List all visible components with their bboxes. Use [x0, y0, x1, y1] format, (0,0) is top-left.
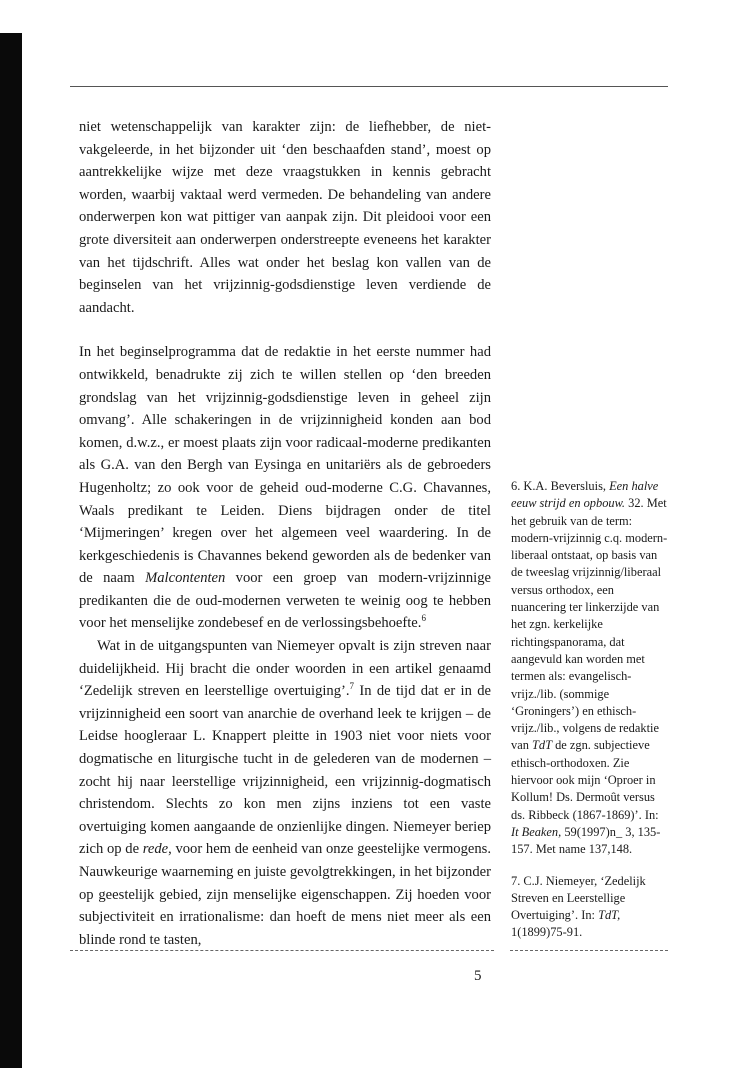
header-rule — [70, 86, 668, 87]
footer-rule-main — [70, 950, 494, 951]
paragraph-2: In het beginselprogramma dat de redaktie in het eerste nummer had ontwikkeld, benadrukte zij zich te willen stellen op ‘den breeden grondslag van het vrijzinnig-godsdienstige leven in geheel zijn omvang’. Alle schakeringen in de vrijzinnigheid konden aan bod komen, d.w.z., er moest plaats zijn voor radicaal-moderne predikanten als G.A. van den Bergh van Eysinga en unitariërs als de gebroeders Hugenholtz; zo ook voor de geheid oud-moderne C.G. Chavannes, Waals predikant te Leiden. Diens bijdragen onder de titel ‘Mijmeringen’ kregen over het algemeen veel waardering. In de kerkgeschiedenis is Chavannes bekend geworden als de bedenker van de naam Malcontenten voor een groep van modern-vrijzinnige predikanten die de oud-modernen verweten te weinig oog te hebben voor het menselijke zondebesef en de verlossingsbehoefte.$^6$ — [79, 344, 492, 632]
main-text — [79, 116, 491, 951]
paragraph-3: Wat in de uitgangspunten van Niemeyer opvalt is zijn streven naar duidelijkheid. Hij bracht die onder woorden in een artikel genaamd ‘Zedelijk streven en leerstellige overtuiging’.$^7$ In de tijd dat er in de vrijzinnigheid een soort van anarchie de overhand leek te krijgen – de Leidse hoogleraar L. Knappert pleitte in 1903 niet voor niets voor dogmatische en liturgische tucht in de gelederen van de modernen – zocht hij naar leerstellige vrijzinnigheid, een vrijzinnig-dogmatisch christendom. Slechts zo kon men zijns inziens tot een vaste overtuiging komen aangaande de onzienlijke dingen. Niemeyer beriep zich op de rede, voor hem de eenheid van onze geestelijke vermogens. Nauwkeurige waarneming en juiste gevolgtrekkingen, in het bijzonder op geestelijk gebied, zijn menselijke eigenschappen. Zij hoeden voor subjectiviteit en irrationalisme: dan hoeft de mens niet meer als een blinde rond te tasten, — [79, 638, 491, 948]
footnote-ref-6: 6 — [421, 613, 426, 624]
footer-rule-side — [510, 950, 668, 951]
footnote-ref-7: 7 — [349, 681, 355, 692]
note-7: 7. C.J. Niemeyer, ‘Zedelijk Streven en Leerstellige Overtuiging’. In: TdT, 1(1899)75-91. — [511, 873, 646, 940]
italic-rede: rede — [142, 841, 169, 858]
note-6: 6. K.A. Beversluis, Een halve eeuw strijd en opbouw. 32. Met het gebruik van de term: modern-vrijzinnig c.q. modern-liberaal ontstaat, op basis van de tweeslag vrijzinnig/liberaal versus orthodox, een nuancering ter linkerzijde van het zgn. kerkelijke richtingspanorama, dat aangevuld kan worden met termen als: evangelisch-vrijz./lib. (sommige ‘Groningers’) en ethisch-vrijz./lib., volgens de redaktie van TdT de zgn. subjectieve ethisch-orthodoxen. Zie hiervoor ook mijn ‘Oproer in Kollum! Ds. Dermoût versus ds. Ribbeck (1867-1869)’. In: It Beaken, 59(1997)n_ 3, 135-157. Met name 137,148. — [511, 479, 668, 857]
paragraph-1: niet wetenschappelijk van karakter zijn: de liefhebber, de niet-vakgeleerde, in het bijzonder uit ‘den beschaafden stand’, moest op aantrekkelijke wijze met deze vraagstukken in kennis gebracht worden, waarbij vaktaal werd vermeden. De behandeling van andere onderwerpen kon wat pittiger van aanpak zijn. Dit pleidooi voor een grote diversiteit aan onderwerpen onderstreepte eveneens het karakter van het tijdschrift. Alles wat onder het beslag kon vallen van de beginselen van het vrijzinnig-godsdienstige leven verdiende de aandacht. — [79, 119, 491, 316]
sidenotes — [511, 478, 668, 956]
binding-edge — [0, 33, 22, 1068]
italic-term: Malcontenten — [145, 570, 226, 587]
page-number: 5 — [474, 968, 482, 984]
